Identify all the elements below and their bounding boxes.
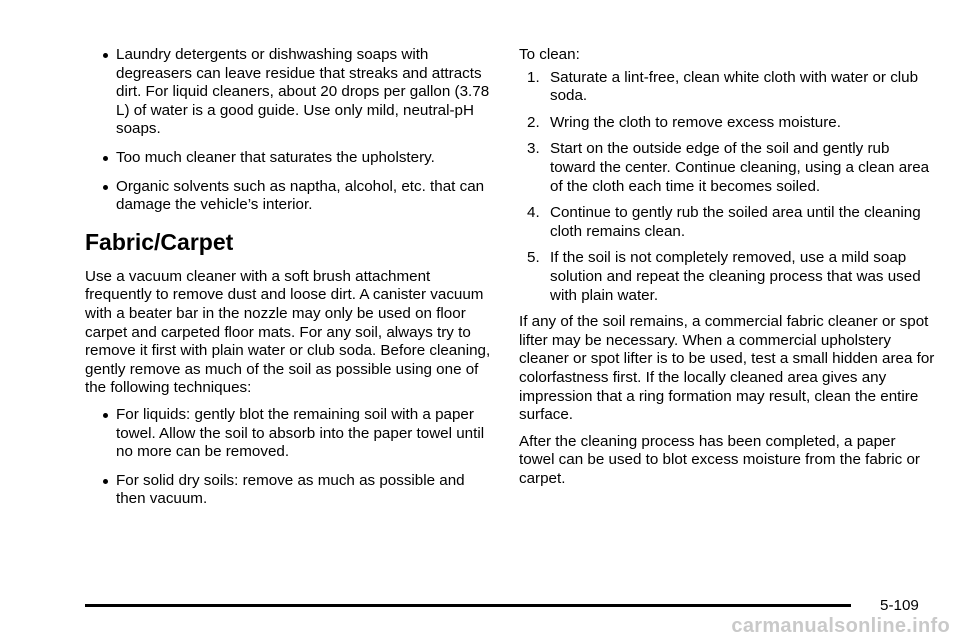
step-number: 5. (527, 249, 540, 267)
step-text: Saturate a lint-free, clean white cloth with water or club soda. (550, 68, 919, 105)
page-number: 5-109 (880, 597, 919, 614)
step-text: Start on the outside edge of the soil and gently rub toward the center. Continue cleaning, using a clean area of the cloth each time it becomes soiled. (550, 140, 930, 195)
watermark: carmanualsonline.info (731, 615, 950, 637)
step-item (519, 140, 935, 196)
list-item-text: Laundry detergents or dishwashing soaps with degreasers can leave residue that streaks and attracts dirt. For liquid cleaners, about 20 drops per gallon (3.78 L) of water is a good guide. Use only mild, neutral-pH soaps. (116, 46, 490, 138)
step-number: 1. (527, 68, 540, 86)
bullet-list-techniques (85, 406, 497, 509)
step-text: Wring the cloth to remove excess moisture. (550, 113, 841, 131)
list-item-text: For liquids: gently blot the remaining soil with a paper towel. Allow the soil to absorb into the paper towel until no more can be removed. (116, 405, 485, 461)
step-number: 2. (527, 113, 540, 131)
list-item-text: Organic solvents such as naptha, alcohol, etc. that can damage the vehicle’s interior. (116, 177, 485, 214)
left-column (85, 46, 497, 519)
step-item (519, 114, 935, 133)
list-item-text: For solid dry soils: remove as much as possible and then vacuum. (116, 471, 465, 508)
step-number: 4. (527, 204, 540, 222)
bullet-icon (103, 156, 108, 161)
steps-intro: To clean: (519, 46, 580, 63)
step-item (519, 249, 935, 305)
step-text: Continue to gently rub the soiled area until the cleaning cloth remains clean. (550, 204, 921, 240)
step-text: If the soil is not completely removed, use a mild soap solution and repeat the cleaning process that was used with plain water. (550, 249, 921, 304)
section-heading: Fabric/Carpet (85, 228, 234, 255)
list-item (85, 406, 497, 462)
list-item (85, 46, 497, 139)
bullet-list-cleaner-warnings (85, 46, 497, 215)
list-item (85, 472, 497, 509)
numbered-steps (519, 69, 935, 306)
bullet-icon (103, 413, 108, 418)
footer-rule (85, 604, 851, 607)
body-paragraph: Use a vacuum cleaner with a soft brush attachment frequently to remove dust and loose dirt. A canister vacuum with a beater bar in the nozzle may only be used on floor carpet and carpeted floor mats. For any soil, always try to remove it first with plain water or club soda. Before cleaning, gently remove as much of the soil as possible using one of the following techniques: (85, 267, 491, 397)
bullet-icon (103, 185, 108, 190)
body-paragraph-blot-moisture: After the cleaning process has been completed, a paper towel can be used to blot excess moisture from the fabric or carpet. (519, 432, 920, 487)
step-item (519, 69, 935, 106)
step-number: 3. (527, 140, 540, 158)
body-paragraph-commercial-cleaner: If any of the soil remains, a commercial fabric cleaner or spot lifter may be necessary. When a commercial upholstery cleaner or spot lifter is to be used, test a small hidden area for colorfastness first. If the locally cleaned area gives any impression that a ring formation may result, clean the entire surface. (519, 313, 935, 424)
list-item-text: Too much cleaner that saturates the upholstery. (116, 148, 435, 166)
step-item (519, 204, 935, 241)
bullet-icon (103, 53, 108, 58)
list-item (85, 149, 497, 168)
bullet-icon (103, 479, 108, 484)
list-item (85, 178, 497, 215)
right-column (519, 46, 935, 496)
